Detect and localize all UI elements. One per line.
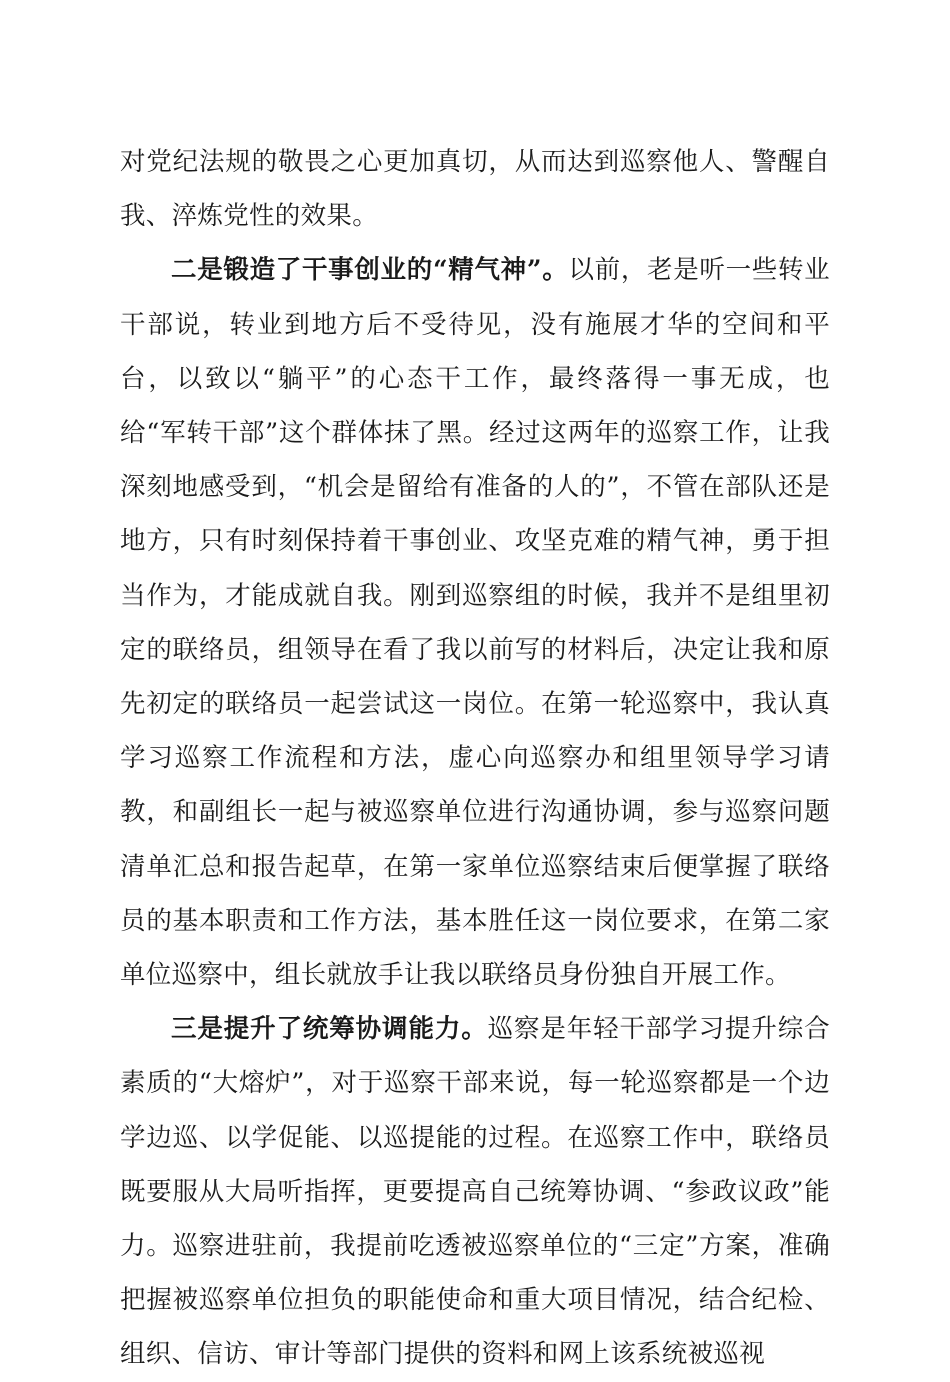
paragraph-point-three	[120, 1002, 830, 1381]
paragraph-text: 巡察是年轻干部学习提升综合素质的“大熔炉”，对于巡察干部来说，每一轮巡察都是一个边学边巡、以学促能、以巡提能的过程。在巡察工作中，联络员既要服从大局听指挥，更要提高自己统筹协调、“参政议政”能力。巡察进驻前，我提前吃透被巡察单位的“三定”方案，准确把握被巡察单位担负的职能使命和重大项目情况，结合纪检、组织、信访、审计等部门提供的资料和网上该系统被巡视	[120, 1014, 830, 1370]
paragraph-continuation	[120, 135, 830, 243]
paragraph-text: 以前，老是听一些转业干部说，转业到地方后不受待见，没有施展才华的空间和平台，以致以“躺平”的心态干工作，最终落得一事无成，也给“军转干部”这个群体抹了黑。经过这两年的巡察工作，让我深刻地感受到，“机会是留给有准备的人的”，不管在部队还是地方，只有时刻保持着干事创业、攻坚克难的精气神，勇于担当作为，才能成就自我。刚到巡察组的时候，我并不是组里初定的联络员，组领导在看了我以前写的材料后，决定让我和原先初定的联络员一起尝试这一岗位。在第一轮巡察中，我认真学习巡察工作流程和方法，虚心向巡察办和组里领导学习请教，和副组长一起与被巡察单位进行沟通协调，参与巡察问题清单汇总和报告起草，在第一家单位巡察结束后便掌握了联络员的基本职责和工作方法，基本胜任这一岗位要求，在第二家单位巡察中，组长就放手让我以联络员身份独自开展工作。	[120, 255, 830, 991]
paragraph-text: 对党纪法规的敬畏之心更加真切，从而达到巡察他人、警醒自我、淬炼党性的效果。	[120, 147, 830, 232]
paragraph-lead: 二是锻造了干事创业的“精气神”。	[171, 255, 569, 286]
paragraph-lead: 三是提升了统筹协调能力。	[171, 1014, 488, 1045]
document-body	[120, 135, 830, 1382]
paragraph-point-two	[120, 243, 830, 1002]
